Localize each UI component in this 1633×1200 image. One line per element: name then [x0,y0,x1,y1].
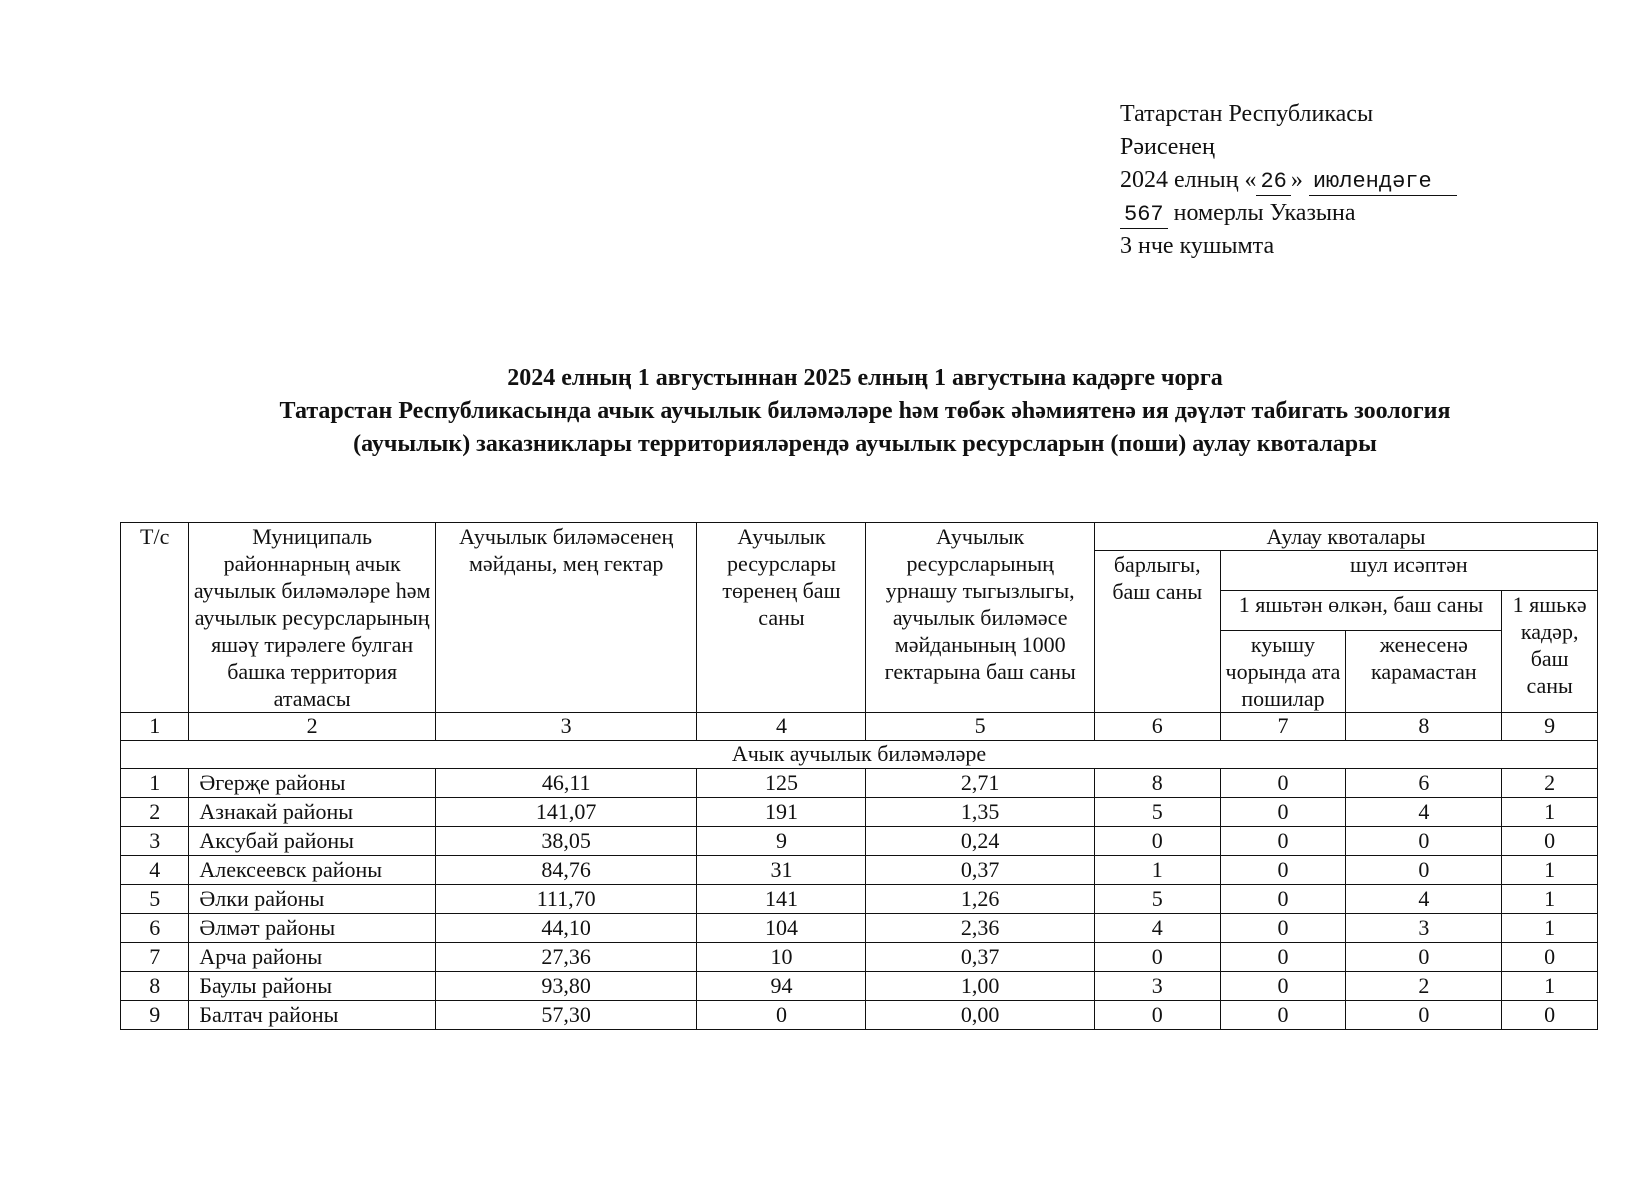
count-cell: 94 [697,972,866,1001]
density-cell: 0,24 [866,827,1094,856]
total-cell: 8 [1094,769,1220,798]
area-cell: 27,36 [435,943,697,972]
header-of-which: шул исәптән [1220,551,1597,591]
district-name: Баулы районы [189,972,435,1001]
area-cell: 84,76 [435,856,697,885]
title-line-3: (аучылык) заказниклары территорияләрендә аучылык ресурсларын (поши) аулау квоталары [353,431,1377,457]
count-cell: 9 [697,827,866,856]
district-name: Арча районы [189,943,435,972]
column-number: 2 [189,713,435,741]
section-title: Ачык аучылык биләмәләре [121,741,1598,769]
column-number: 5 [866,713,1094,741]
count-cell: 0 [697,1001,866,1030]
young-cell: 0 [1502,1001,1598,1030]
district-name: Аксубай районы [189,827,435,856]
area-cell: 93,80 [435,972,697,1001]
table-row [121,885,1598,914]
table-row [121,943,1598,972]
young-cell: 1 [1502,798,1598,827]
header-territory: Муниципаль районнарның ачык аучылык биләмәләре һәм аучылык ресурсларының яшәү тирәлеге булган башка территория атамасы [189,523,435,713]
row-number: 5 [121,885,189,914]
young-cell: 1 [1502,914,1598,943]
young-cell: 1 [1502,885,1598,914]
any-sex-cell: 2 [1346,972,1502,1001]
any-sex-cell: 3 [1346,914,1502,943]
total-cell: 3 [1094,972,1220,1001]
count-cell: 104 [697,914,866,943]
header-quotas: Аулау квоталары [1094,523,1597,551]
area-cell: 141,07 [435,798,697,827]
row-number: 9 [121,1001,189,1030]
count-cell: 10 [697,943,866,972]
density-cell: 2,71 [866,769,1094,798]
area-cell: 44,10 [435,914,697,943]
males-cell: 0 [1220,798,1346,827]
young-cell: 0 [1502,943,1598,972]
males-cell: 0 [1220,914,1346,943]
count-cell: 191 [697,798,866,827]
annex-line-date [1120,164,1540,197]
any-sex-cell: 6 [1346,769,1502,798]
total-cell: 5 [1094,798,1220,827]
annex-line-decree [1120,197,1540,230]
row-number: 6 [121,914,189,943]
row-number: 4 [121,856,189,885]
males-cell: 0 [1220,769,1346,798]
males-cell: 0 [1220,943,1346,972]
row-number: 3 [121,827,189,856]
date-day-field: 26 [1256,169,1290,196]
header-serial: Т/с [121,523,189,713]
any-sex-cell: 4 [1346,885,1502,914]
column-number: 3 [435,713,697,741]
row-number: 2 [121,798,189,827]
area-cell: 46,11 [435,769,697,798]
row-number: 7 [121,943,189,972]
district-name: Әлки районы [189,885,435,914]
date-month-field: июлендәге [1309,169,1457,196]
header-males-rut: куышу чорында ата пошилар [1220,631,1346,713]
area-cell: 38,05 [435,827,697,856]
density-cell: 1,35 [866,798,1094,827]
row-number: 1 [121,769,189,798]
area-cell: 111,70 [435,885,697,914]
males-cell: 0 [1220,885,1346,914]
any-sex-cell: 0 [1346,856,1502,885]
column-number: 6 [1094,713,1220,741]
annex-line-president: Рәисенең [1120,134,1215,160]
date-prefix: 2024 елның « [1120,167,1257,193]
total-cell: 1 [1094,856,1220,885]
column-number: 4 [697,713,866,741]
density-cell: 2,36 [866,914,1094,943]
header-area: Аучылык биләмәсенең мәйданы, мең гектар [435,523,697,713]
any-sex-cell: 4 [1346,798,1502,827]
young-cell: 0 [1502,827,1598,856]
header-count: Аучылык ресурслары төренең баш саны [697,523,866,713]
section-row [121,741,1598,769]
header-density: Аучылык ресурсларының урнашу тыгызлыгы, аучылык биләмәсе мәйданының 1000 гектарына баш саны [866,523,1094,713]
total-cell: 5 [1094,885,1220,914]
density-cell: 0,37 [866,943,1094,972]
count-cell: 125 [697,769,866,798]
density-cell: 0,37 [866,856,1094,885]
quota-table [120,522,1598,1030]
any-sex-cell: 0 [1346,943,1502,972]
table-row [121,798,1598,827]
column-number: 1 [121,713,189,741]
any-sex-cell: 0 [1346,1001,1502,1030]
district-name: Алексеевск районы [189,856,435,885]
table-row [121,856,1598,885]
density-cell: 1,26 [866,885,1094,914]
table-row [121,972,1598,1001]
header-any-sex: женесенә карамастан [1346,631,1502,713]
row-number: 8 [121,972,189,1001]
males-cell: 0 [1220,1001,1346,1030]
column-number: 8 [1346,713,1502,741]
title-line-2: Татарстан Республикасында ачык аучылык биләмәләре һәм төбәк әһәмиятенә ия дәүләт табигать зоология [279,398,1451,424]
header-row-1 [121,523,1598,551]
males-cell: 0 [1220,856,1346,885]
any-sex-cell: 0 [1346,827,1502,856]
total-cell: 0 [1094,827,1220,856]
district-name: Балтач районы [189,1001,435,1030]
district-name: Азнакай районы [189,798,435,827]
header-over-one-year: 1 яшьтән өлкән, баш саны [1220,591,1502,631]
header-total: барлыгы, баш саны [1094,551,1220,713]
annex-line-appendix: 3 нче кушымта [1120,233,1275,259]
total-cell: 4 [1094,914,1220,943]
table-row [121,827,1598,856]
annex-line-republic: Татарстан Республикасы [1120,101,1374,127]
table-row [121,769,1598,798]
young-cell: 1 [1502,856,1598,885]
column-number-row [121,713,1598,741]
total-cell: 0 [1094,943,1220,972]
decree-number-field: 567 [1120,202,1168,229]
count-cell: 141 [697,885,866,914]
header-under-one-year: 1 яшькә кадәр, баш саны [1502,591,1598,713]
column-number: 9 [1502,713,1598,741]
column-number: 7 [1220,713,1346,741]
document-title [120,362,1610,461]
table-row [121,914,1598,943]
area-cell: 57,30 [435,1001,697,1030]
table-row [121,1001,1598,1030]
decree-suffix: номерлы Указына [1173,200,1356,226]
title-line-1: 2024 елның 1 августыннан 2025 елның 1 августына кадәрге чорга [507,365,1223,391]
density-cell: 1,00 [866,972,1094,1001]
total-cell: 0 [1094,1001,1220,1030]
young-cell: 2 [1502,769,1598,798]
males-cell: 0 [1220,972,1346,1001]
date-mid: » [1290,167,1303,193]
district-name: Әгерҗе районы [189,769,435,798]
density-cell: 0,00 [866,1001,1094,1030]
annex-block [1120,98,1540,263]
district-name: Әлмәт районы [189,914,435,943]
males-cell: 0 [1220,827,1346,856]
young-cell: 1 [1502,972,1598,1001]
count-cell: 31 [697,856,866,885]
